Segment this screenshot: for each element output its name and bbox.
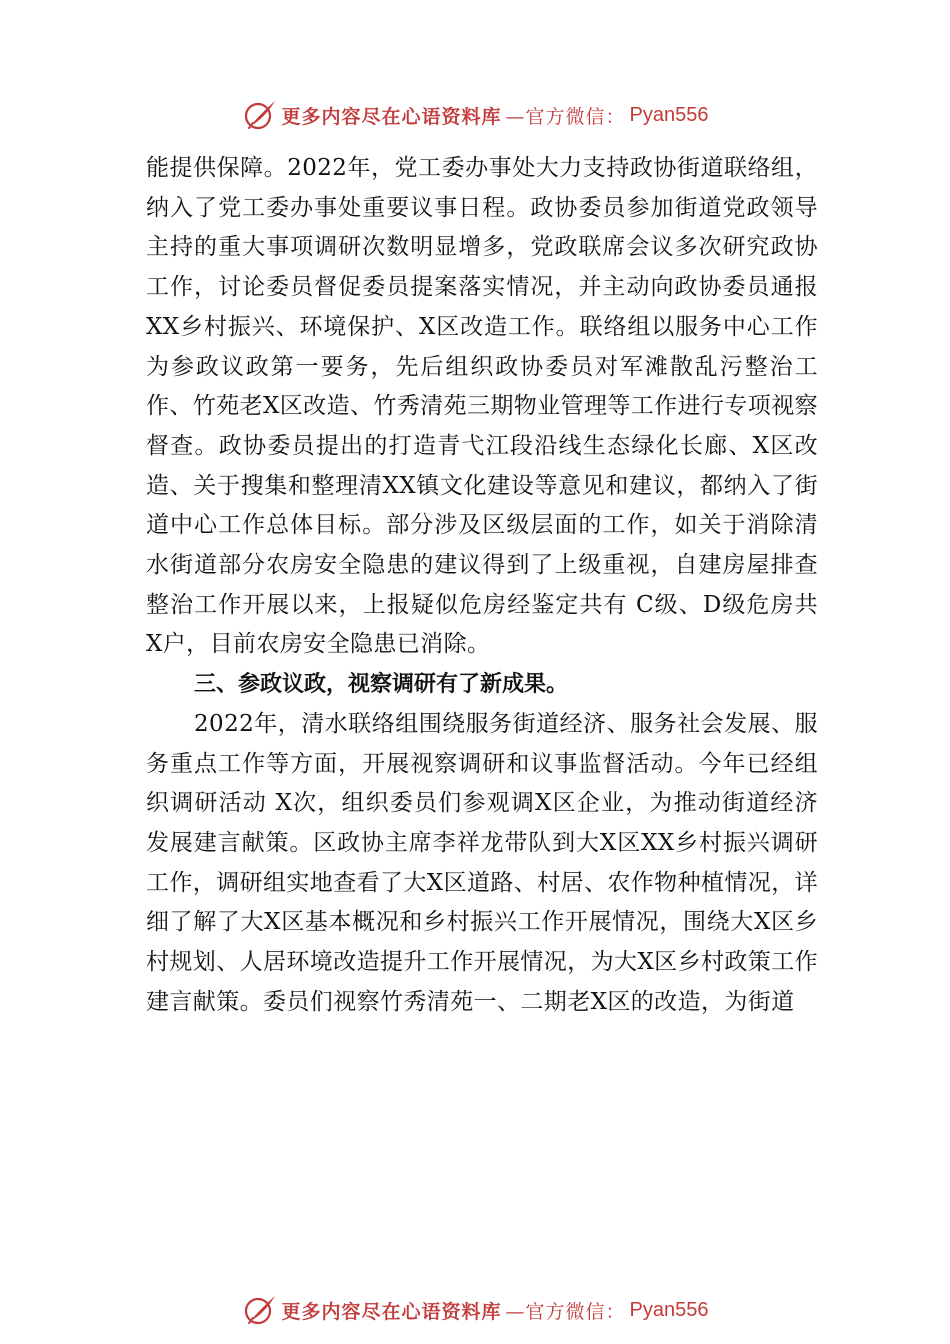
document-body — [146, 149, 818, 1022]
body-paragraph: 2022年，清水联络组围绕服务街道经济、服务社会发展、服务重点工作等方面，开展视察调研和议事监督活动。今年已经组织调研活动 X次，组织委员们参观调X区企业，为推动街道经济发展建言献策。区政协主席李祥龙带队到大X区XX乡村振兴调研工作，调研组实地查看了大X区道路、村居、农作物种植情况，详细了解了大X区基本概况和乡村振兴工作开展情况，围绕大X区乡村规划、人居环境改造提升工作开展情况，为大X区乡村政策工作建言献策。委员们视察竹秀清苑一、二期老X区的改造，为街道 — [146, 710, 818, 1015]
header-wechat-id: Pyan556 — [629, 103, 709, 126]
footer-wechat-id: Pyan556 — [629, 1298, 709, 1321]
section-heading: 三、参政议政，视察调研有了新成果。 — [194, 672, 569, 698]
footer-banner-text: 更多内容尽在心语资料库 — [281, 1300, 502, 1323]
body-paragraph: 能提供保障。2022年，党工委办事处大力支持政协街道联络组，纳入了党工委办事处重要议事日程。政协委员参加街道党政领导主持的重大事项调研次数明显增多，党政联席会议多次研究政协工作，讨论委员督促委员提案落实情况，并主动向政协委员通报XX乡村振兴、环境保护、X区改造工作。联络组以服务中心工作为参政议政第一要务，先后组织政协委员对军滩散乱污整治工作、竹苑老X区改造、竹秀清苑三期物业管理等工作进行专项视察督查。政协委员提出的打造青弋江段沿线生态绿化长廊、X区改造、关于搜集和整理清XX镇文化建设等意见和建议，都纳入了街道中心工作总体目标。部分涉及区级层面的工作，如关于消除清水街道部分农房安全隐患的建议得到了上级重视，自建房屋排查整治工作开展以来，上报疑似危房经鉴定共有 C级、D级危房共 X户，目前农房安全隐患已消除。 — [146, 155, 818, 658]
header-wechat-label: —官方微信： — [505, 105, 626, 128]
quill-pen-logo-icon — [242, 97, 278, 133]
header-banner-text: 更多内容尽在心语资料库 — [281, 105, 502, 128]
footer-wechat-label: —官方微信： — [505, 1300, 626, 1323]
quill-pen-logo-icon — [242, 1292, 278, 1328]
header-banner — [0, 95, 950, 135]
footer-banner — [0, 1290, 950, 1330]
